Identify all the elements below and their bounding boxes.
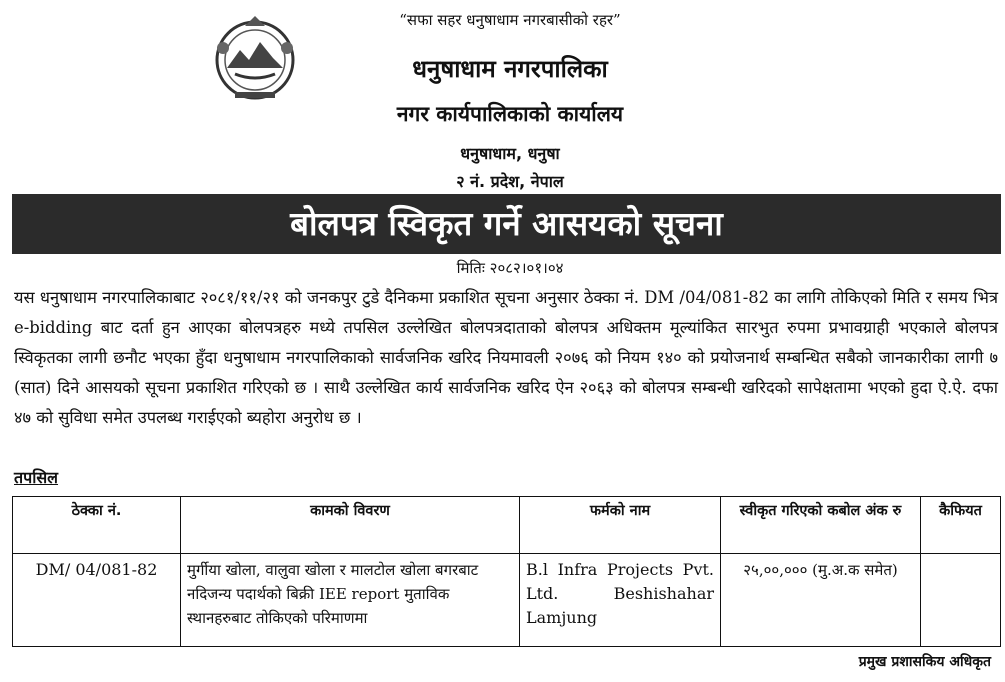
- schedule-table: [12, 496, 1001, 647]
- municipality-slogan: “सफा सहर धनुषाधाम नगरबासीको रहर”: [399, 11, 621, 29]
- col-header-amount: स्वीकृत गरिएको कबोल अंक रु: [721, 497, 921, 554]
- office-name: नगर कार्यपालिकाको कार्यालय: [396, 102, 624, 126]
- cell-contract-no: DM/ 04/081-82: [13, 554, 181, 647]
- table-header-row: [13, 497, 1001, 554]
- nepal-government-emblem-icon: [205, 8, 305, 108]
- address-line-2: २ नं. प्रदेश, नेपाल: [456, 172, 564, 191]
- col-header-remarks: कैफियत: [921, 497, 1001, 554]
- cell-remarks: [921, 554, 1001, 647]
- schedule-label: तपसिल: [14, 468, 59, 487]
- notice-title: बोलपत्र स्विकृत गर्ने आसयको सूचना: [12, 194, 1001, 254]
- cell-firm: B.l Infra Projects Pvt. Ltd. Beshishahar Lamjung: [520, 554, 721, 647]
- notice-body: यस धनुषाधाम नगरपालिकाबाट २०८१/११/२१ को जनकपुर टुडे दैनिकमा प्रकाशित सूचना अनुसार ठेक्का नं. DM /04/081-82 का लागि तोकिएको मिति र समय भित्र e-bidding बाट दर्ता हुन आएका बोलपत्रहरु मध्ये तपसिल उल्लेखित बोलपत्रदाताको बोलपत्र अधिक्तम मूल्यांकित सारभुत रुपमा प्रभावग्राही भएकाले बोलपत्र स्विकृतका लागी छनौट भएका हुँदा धनुषाधाम नगरपालिकाको सार्वजनिक खरिद नियमावली २०७६ को नियम १४० को प्रयोजनार्थ सम्बन्धित सबैको जानकारीका लागी ७ (सात) दिने आसयको सूचना प्रकाशित गरिएको छ । साथै उल्लेखित कार्य सार्वजनिक खरिद ऐन २०६३ को बोलपत्र सम्बन्धी खरिदको सापेक्षतामा भएको हुदा ऐ.ऐ. दफा ४७ को सुविधा समेत उपलब्ध गराईएको ब्यहोरा अनुरोध छ ।: [14, 288, 998, 427]
- col-header-description: कामको विवरण: [181, 497, 520, 554]
- col-header-firm: फर्मको नाम: [520, 497, 721, 554]
- address-line-1: धनुषाधाम, धनुषा: [460, 144, 560, 163]
- municipality-name: धनुषाधाम नगरपालिका: [412, 55, 608, 83]
- table-row: [13, 554, 1001, 647]
- col-header-contract-no: ठेक्का नं.: [13, 497, 181, 554]
- notice-date: मितिः २०८२।०१।०४: [456, 259, 564, 277]
- signatory-title: प्रमुख प्रशासकिय अधिकृत: [858, 654, 991, 670]
- cell-amount: २५,००,००० (मु.अ.क समेत): [721, 554, 921, 647]
- cell-description: मुर्गीया खोला, वालुवा खोला र मालटोल खोला बगरबाट नदिजन्य पदार्थको बिक्री IEE report मुताविक स्थानहरुबाट तोकिएको परिमाणमा: [181, 554, 520, 647]
